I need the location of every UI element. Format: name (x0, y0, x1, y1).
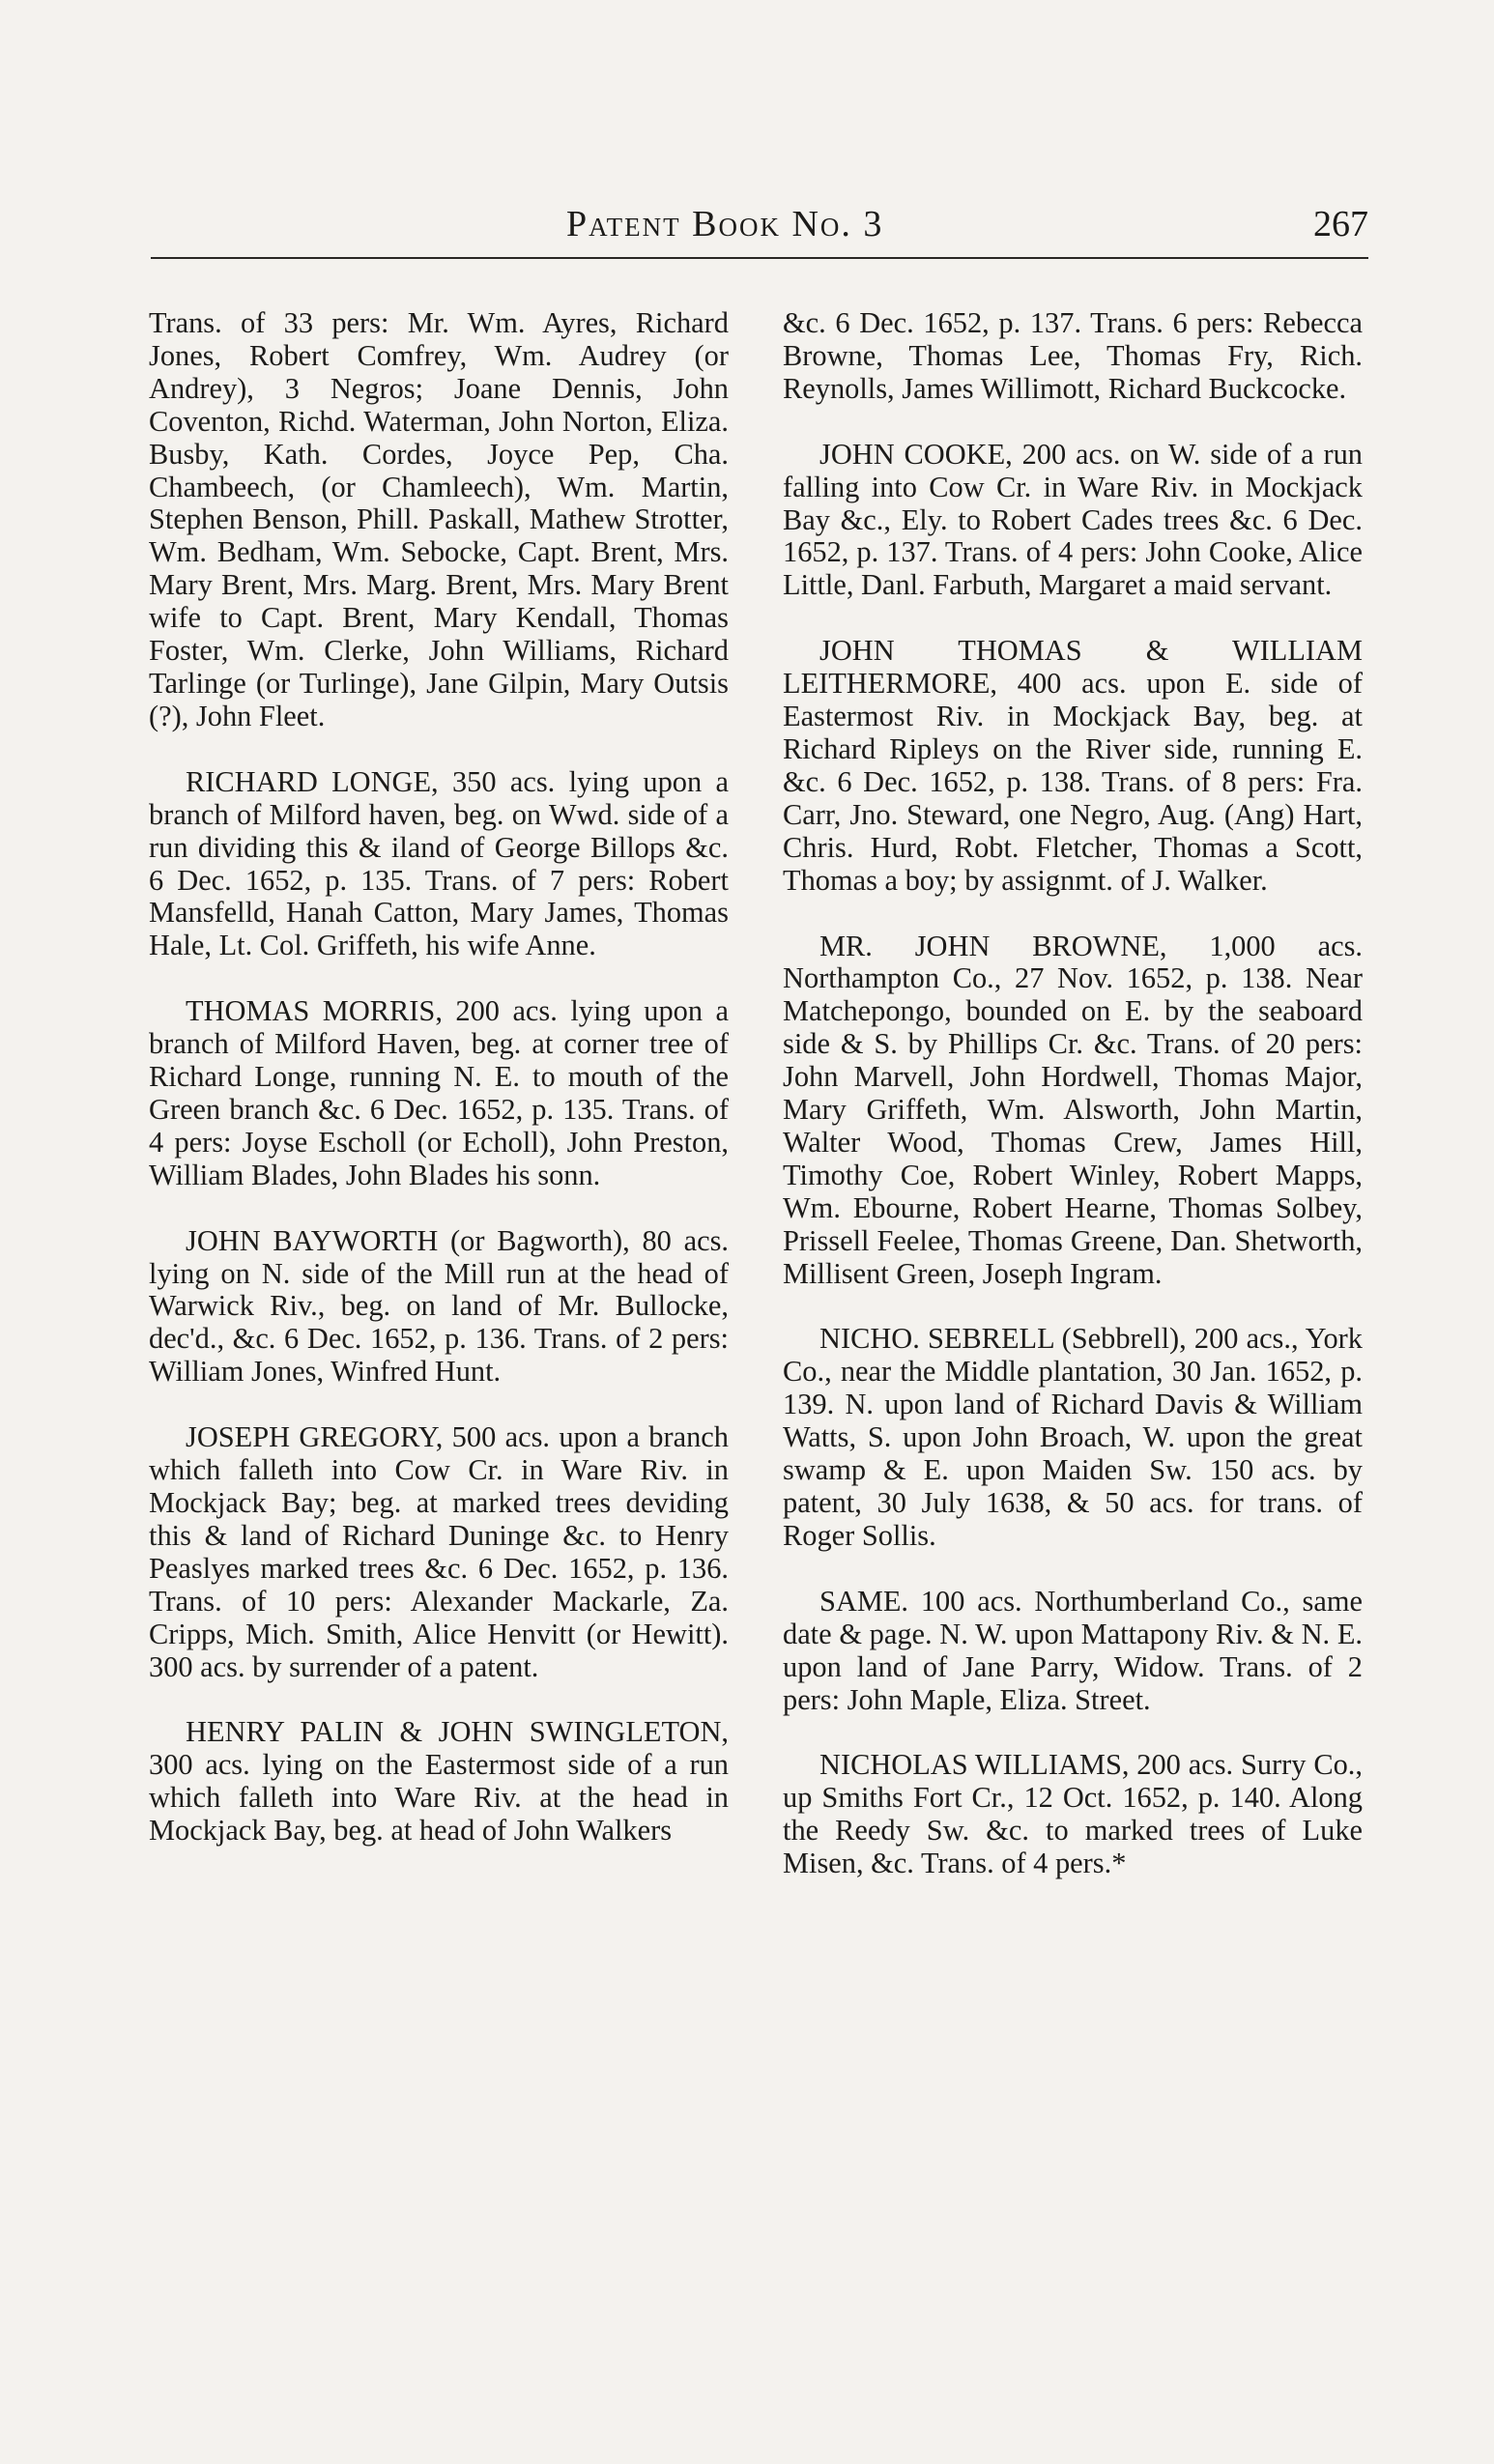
left-column (149, 307, 729, 1880)
entry-continuation: Trans. of 33 pers: Mr. Wm. Ayres, Richard Jones, Robert Comfrey, Wm. Audrey (or Andrey), 3 Negros; Joane Dennis, John Coventon, Richd. Waterman, John Norton, Eliza. Busby, Kath. Cordes, Joyce Pep, Cha. Chambeech, (or Chamleech), Wm. Martin, Stephen Benson, Phill. Paskall, Mathew Strotter, Wm. Bedham, Wm. Sebocke, Capt. Brent, Mrs. Mary Brent, Mrs. Marg. Brent, Mrs. Mary Brent wife to Capt. Brent, Mary Kendall, Thomas Foster, Wm. Clerke, John Williams, Richard Tarlinge (or Turlinge), Jane Gilpin, Mary Outsis (?), John Fleet. (149, 306, 729, 732)
entry-continuation: &c. 6 Dec. 1652, p. 137. Trans. 6 pers: Rebecca Browne, Thomas Lee, Thomas Fry, Rich. Reynolls, James Willimott, Richard Buckcocke. (783, 306, 1363, 405)
entry-john-browne: MR. JOHN BROWNE, 1,000 acs. Northampton Co., 27 Nov. 1652, p. 138. Near Matchepongo, bounded on E. by the seaboard side & S. by Phillips Cr. &c. Trans. of 20 pers: John Marvell, John Hordwell, Thomas Major, Mary Griffeth, Wm. Alsworth, John Martin, Walter Wood, Thomas Crew, James Hill, Timothy Coe, Robert Winley, Robert Mapps, Wm. Ebourne, Robert Hearne, Thomas Solbey, Prissell Feelee, Thomas Greene, Dan. Shetworth, Millisent Green, Joseph Ingram. (783, 929, 1363, 1290)
entry-richard-longe: RICHARD LONGE, 350 acs. lying upon a branch of Milford haven, beg. on Wwd. side of a run dividing this & iland of George Billops &c. 6 Dec. 1652, p. 135. Trans. of 7 pers: Robert Mansfelld, Hanah Catton, Mary James, Thomas Hale, Lt. Col. Griffeth, his wife Anne. (149, 764, 729, 962)
entry-john-thomas: JOHN THOMAS & WILLIAM LEITHERMORE, 400 acs. upon E. side of Eastermost Riv. in Mockjack Bay, beg. at Richard Ripleys on the River side, running E. &c. 6 Dec. 1652, p. 138. Trans. of 8 pers: Fra. Carr, Jno. Steward, one Negro, Aug. (Ang) Hart, Chris. Hurd, Robt. Fletcher, Thomas a Scott, Thomas a boy; by assignmt. of J. Walker. (783, 634, 1363, 897)
entry-same: SAME. 100 acs. Northumberland Co., same date & page. N. W. upon Mattapony Riv. & N. E. upon land of Jane Parry, Widow. Trans. of 2 pers: John Maple, Eliza. Street. (783, 1584, 1363, 1716)
entry-john-bayworth: JOHN BAYWORTH (or Bagworth), 80 acs. lying on N. side of the Mill run at the head of Warwick Riv., beg. on land of Mr. Bullocke, dec'd., &c. 6 Dec. 1652, p. 136. Trans. of 2 pers: William Jones, Winfred Hunt. (149, 1223, 729, 1389)
running-title: Patent Book No. 3 (566, 204, 884, 244)
header-rule (151, 257, 1368, 259)
entry-thomas-morris: THOMAS MORRIS, 200 acs. lying upon a branch of Milford Haven, beg. at corner tree of Richard Longe, running N. E. to mouth of the Green branch &c. 6 Dec. 1652, p. 135. Trans. of 4 pers: Joyse Escholl (or Echoll), John Preston, William Blades, John Blades his sonn. (149, 994, 729, 1191)
entry-john-cooke: JOHN COOKE, 200 acs. on W. side of a run falling into Cow Cr. in Ware Riv. in Mockjack Bay &c., Ely. to Robert Cades trees &c. 6 Dec. 1652, p. 137. Trans. of 4 pers: John Cooke, Alice Little, Danl. Farbuth, Margaret a maid servant. (783, 437, 1363, 602)
entry-nicholas-williams: NICHOLAS WILLIAMS, 200 acs. Surry Co., up Smiths Fort Cr., 12 Oct. 1652, p. 140. Along the Reedy Sw. &c. to marked trees of Luke Misen, &c. Trans. of 4 pers.* (783, 1748, 1363, 1880)
page-header (151, 203, 1368, 257)
page-number: 267 (1313, 204, 1368, 244)
entry-nicho-sebrell: NICHO. SEBRELL (Sebbrell), 200 acs., York Co., near the Middle plantation, 30 Jan. 1652, p. 139. N. upon land of Richard Davis & William Watts, S. upon John Broach, W. upon the great swamp & E. upon Maiden Sw. 150 acs. by patent, 30 July 1638, & 50 acs. for trans. of Roger Sollis. (783, 1322, 1363, 1552)
entry-henry-palin: HENRY PALIN & JOHN SWINGLETON, 300 acs. lying on the Eastermost side of a run which falleth into Ware Riv. at the head in Mockjack Bay, beg. at head of John Walkers (149, 1715, 729, 1848)
right-column (783, 307, 1363, 1913)
entry-joseph-gregory: JOSEPH GREGORY, 500 acs. upon a branch which falleth into Cow Cr. in Ware Riv. in Mockjack Bay; beg. at marked trees deviding this & land of Richard Duninge &c. to Henry Peaslyes marked trees &c. 6 Dec. 1652, p. 136. Trans. of 10 pers: Alexander Mackarle, Za. Cripps, Mich. Smith, Alice Henvitt (or Hewitt). 300 acs. by surrender of a patent. (149, 1420, 729, 1683)
